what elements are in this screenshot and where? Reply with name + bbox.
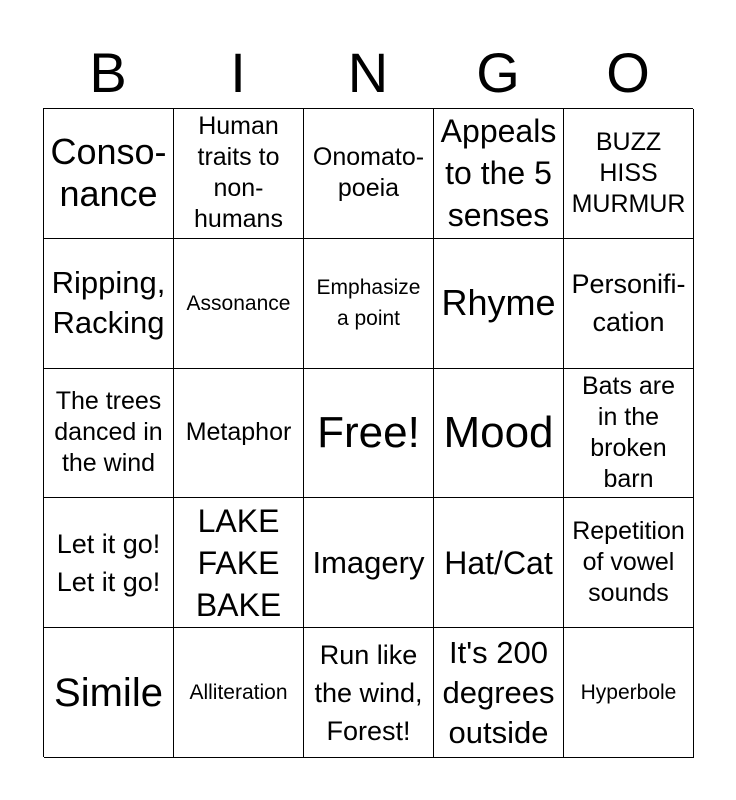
cell-text: Simile xyxy=(54,670,163,715)
bingo-cell[interactable] xyxy=(174,109,304,239)
header-letter-g: G xyxy=(476,41,520,104)
bingo-cell[interactable] xyxy=(564,628,694,758)
cell-text: Hat/Cat xyxy=(444,544,553,581)
bingo-cell[interactable] xyxy=(44,369,174,499)
cell-text: Repetition of vowel sounds xyxy=(572,517,685,608)
header-letter-b: B xyxy=(89,41,127,104)
bingo-cell[interactable] xyxy=(434,109,564,239)
cell-text: Alliteration xyxy=(189,681,288,705)
bingo-cell[interactable] xyxy=(44,109,174,239)
cell-text: Metaphor xyxy=(185,418,292,447)
cell-text: Mood xyxy=(443,407,554,457)
cell-text: Conso- nance xyxy=(50,131,167,215)
bingo-cell-free-space[interactable] xyxy=(304,369,434,499)
cell-text: Free! xyxy=(317,407,420,457)
bingo-board xyxy=(43,108,693,757)
bingo-header xyxy=(43,38,693,108)
cell-text: Emphasize a point xyxy=(316,276,421,331)
bingo-cell[interactable] xyxy=(44,498,174,628)
bingo-cell[interactable] xyxy=(564,369,694,499)
bingo-cell[interactable] xyxy=(44,628,174,758)
header-letter-n: N xyxy=(347,41,389,104)
bingo-cell[interactable] xyxy=(304,628,434,758)
header-letter-o: O xyxy=(606,41,650,104)
cell-text: Personifi- cation xyxy=(571,269,686,338)
bingo-cell[interactable] xyxy=(174,628,304,758)
bingo-cell[interactable] xyxy=(434,239,564,369)
header-letter-i: I xyxy=(230,41,246,104)
cell-text: Hyperbole xyxy=(580,681,677,705)
cell-text: Human traits to non- humans xyxy=(194,112,283,234)
bingo-cell[interactable] xyxy=(174,369,304,499)
bingo-cell[interactable] xyxy=(434,369,564,499)
cell-text: Imagery xyxy=(312,544,425,580)
cell-text: Assonance xyxy=(186,291,291,315)
cell-text: Onomato- poeia xyxy=(312,143,425,203)
cell-text: Appeals to the 5 senses xyxy=(440,113,557,234)
bingo-cell[interactable] xyxy=(564,239,694,369)
bingo-cell[interactable] xyxy=(304,498,434,628)
bingo-cell[interactable] xyxy=(564,498,694,628)
bingo-cell[interactable] xyxy=(174,498,304,628)
cell-text: Run like the wind, Forest! xyxy=(314,639,423,746)
cell-text: Bats are in the broken barn xyxy=(581,371,676,493)
cell-text: Let it go! Let it go! xyxy=(56,528,161,597)
bingo-cell[interactable] xyxy=(304,239,434,369)
bingo-cell[interactable] xyxy=(434,498,564,628)
cell-text: Rhyme xyxy=(441,282,556,324)
cell-text: The trees danced in the wind xyxy=(54,387,163,478)
bingo-cell[interactable] xyxy=(434,628,564,758)
bingo-cell[interactable] xyxy=(174,239,304,369)
bingo-cell[interactable] xyxy=(304,109,434,239)
cell-text: BUZZ HISS MURMUR xyxy=(571,127,686,218)
bingo-cell[interactable] xyxy=(44,239,174,369)
cell-text: Ripping, Racking xyxy=(51,265,166,341)
cell-text: It's 200 degrees outside xyxy=(442,634,555,750)
cell-text: LAKE FAKE BAKE xyxy=(195,502,282,623)
bingo-cell[interactable] xyxy=(564,109,694,239)
